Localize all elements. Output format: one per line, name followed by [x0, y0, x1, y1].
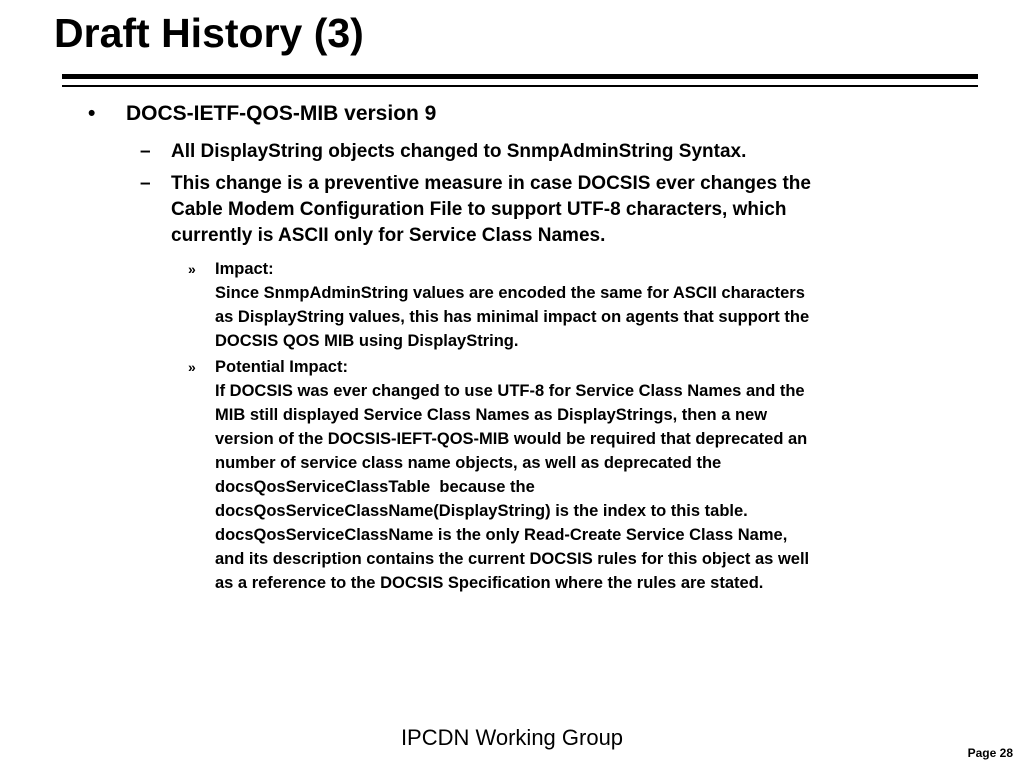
- subbullet-1: [140, 139, 940, 165]
- subsubbullet-line: as a reference to the DOCSIS Specification where the rules are stated.: [215, 574, 764, 592]
- subbullet-text: [171, 139, 940, 165]
- subsubbullet-line: MIB still displayed Service Class Names as DisplayStrings, then a new: [215, 406, 768, 424]
- subbullet-line: This change is a preventive measure in case DOCSIS ever changes the: [171, 173, 811, 194]
- subsubbullet-line: docsQosServiceClassTable because the: [215, 478, 535, 496]
- subsubbullet-line: Potential Impact:: [215, 358, 348, 376]
- subsubbullet-potential-impact: [188, 355, 948, 595]
- subbullet-text: [171, 171, 940, 249]
- slide-title: Draft History (3): [54, 10, 364, 56]
- subbullet-marker: –: [140, 141, 151, 162]
- subsubbullet-line: If DOCSIS was ever changed to use UTF-8 for Service Class Names and the: [215, 382, 805, 400]
- subsubbullet-line: version of the DOCSIS-IEFT-QOS-MIB would be required that deprecated an: [215, 430, 808, 448]
- subsubbullet-line: as DisplayString values, this has minimal impact on agents that support the: [215, 308, 810, 326]
- subbullet-line: Cable Modem Configuration File to support UTF-8 characters, which: [171, 199, 787, 220]
- bullet-marker: •: [88, 102, 96, 125]
- subsubbullet-text: [215, 257, 935, 353]
- subsubbullet-marker: »: [188, 261, 196, 277]
- subsubbullet-line: number of service class name objects, as well as deprecated the: [215, 454, 722, 472]
- bullet-text: DOCS-IETF-QOS-MIB version 9: [126, 102, 437, 125]
- subsubbullet-marker: »: [188, 359, 196, 375]
- subbullet-line: All DisplayString objects changed to SnmpAdminString Syntax.: [171, 141, 747, 162]
- page-number: Page 28: [967, 746, 1013, 760]
- subbullet-line: currently is ASCII only for Service Class Names.: [171, 225, 606, 246]
- subsubbullet-line: DOCSIS QOS MIB using DisplayString.: [215, 332, 519, 350]
- title-rule-thick: [62, 74, 978, 79]
- subsubbullet-line: Since SnmpAdminString values are encoded the same for ASCII characters: [215, 284, 805, 302]
- subbullet-2: [140, 171, 940, 249]
- subsubbullet-line: Impact:: [215, 260, 274, 278]
- subsubbullet-line: and its description contains the current DOCSIS rules for this object as well: [215, 550, 810, 568]
- subsubbullet-text: [215, 355, 935, 595]
- footer-group-name: IPCDN Working Group: [400, 725, 624, 750]
- subsubbullet-impact: [188, 257, 948, 353]
- subsubbullet-line: docsQosServiceClassName is the only Read-Create Service Class Name,: [215, 526, 788, 544]
- title-rule-thin: [62, 85, 978, 87]
- bullet-main: [88, 102, 436, 126]
- subbullet-marker: –: [140, 173, 151, 194]
- subsubbullet-line: docsQosServiceClassName(DisplayString) is the index to this table.: [215, 502, 748, 520]
